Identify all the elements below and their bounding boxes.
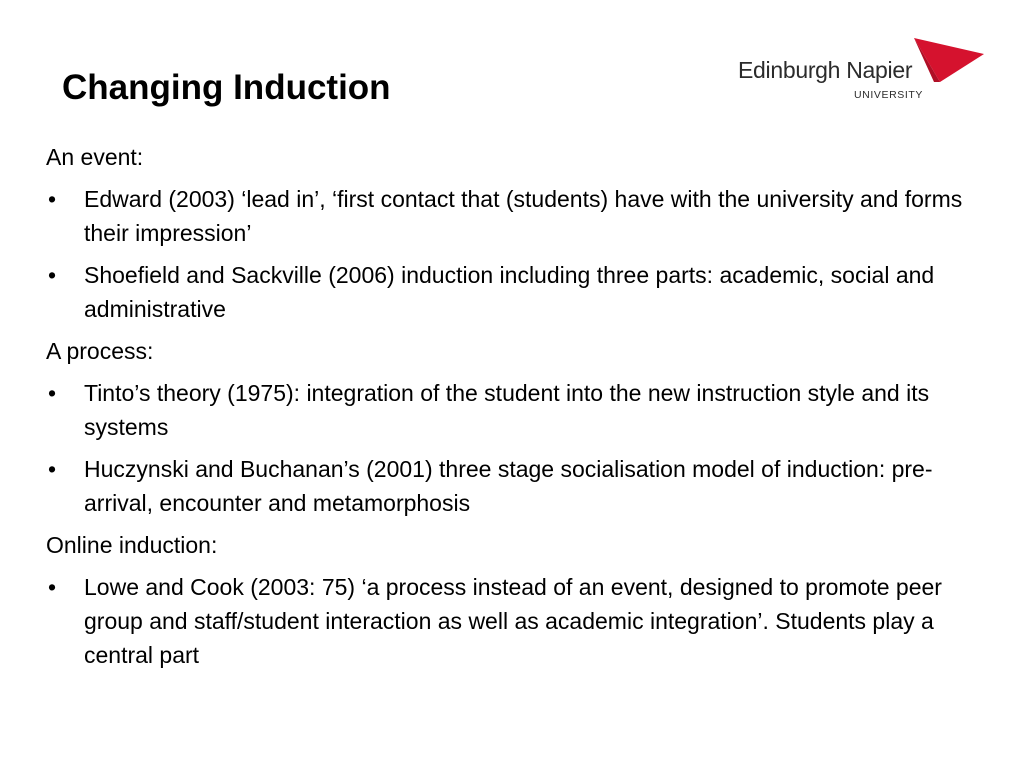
- bullet-item: [46, 570, 986, 672]
- bullet-marker: •: [48, 456, 57, 482]
- bullet-text: Shoefield and Sackville (2006) induction including three parts: academic, social and administrative: [84, 262, 935, 322]
- bullet-text: Huczynski and Buchanan’s (2001) three stage socialisation model of induction: pre-arrival, encounter and metamorphosis: [84, 456, 933, 516]
- bullet-marker: •: [48, 186, 57, 212]
- logo-wordmark: Edinburgh Napier: [738, 57, 913, 83]
- section-heading: Online induction:: [46, 532, 218, 558]
- slide-body: [46, 140, 986, 680]
- bullet-item: [46, 376, 986, 444]
- bullet-marker: •: [48, 262, 57, 288]
- bullet-text: Lowe and Cook (2003: 75) ‘a process instead of an event, designed to promote peer group and staff/student interaction as well as academic integration’. Students play a central part: [84, 574, 942, 668]
- logo-triangle-icon: [914, 38, 986, 84]
- bullet-marker: •: [48, 380, 57, 406]
- bullet-item: [46, 182, 986, 250]
- bullet-item: [46, 258, 986, 326]
- logo-subtitle: UNIVERSITY: [854, 89, 924, 101]
- slide-title: Changing Induction: [62, 68, 391, 107]
- bullet-item: [46, 452, 986, 520]
- university-logo: [736, 38, 988, 104]
- bullet-text: Tinto’s theory (1975): integration of the student into the new instruction style and its systems: [84, 380, 930, 440]
- section-heading: An event:: [46, 144, 144, 170]
- section-heading: A process:: [46, 338, 154, 364]
- bullet-marker: •: [48, 574, 57, 600]
- bullet-text: Edward (2003) ‘lead in’, ‘first contact that (students) have with the university and forms their impression’: [84, 186, 963, 246]
